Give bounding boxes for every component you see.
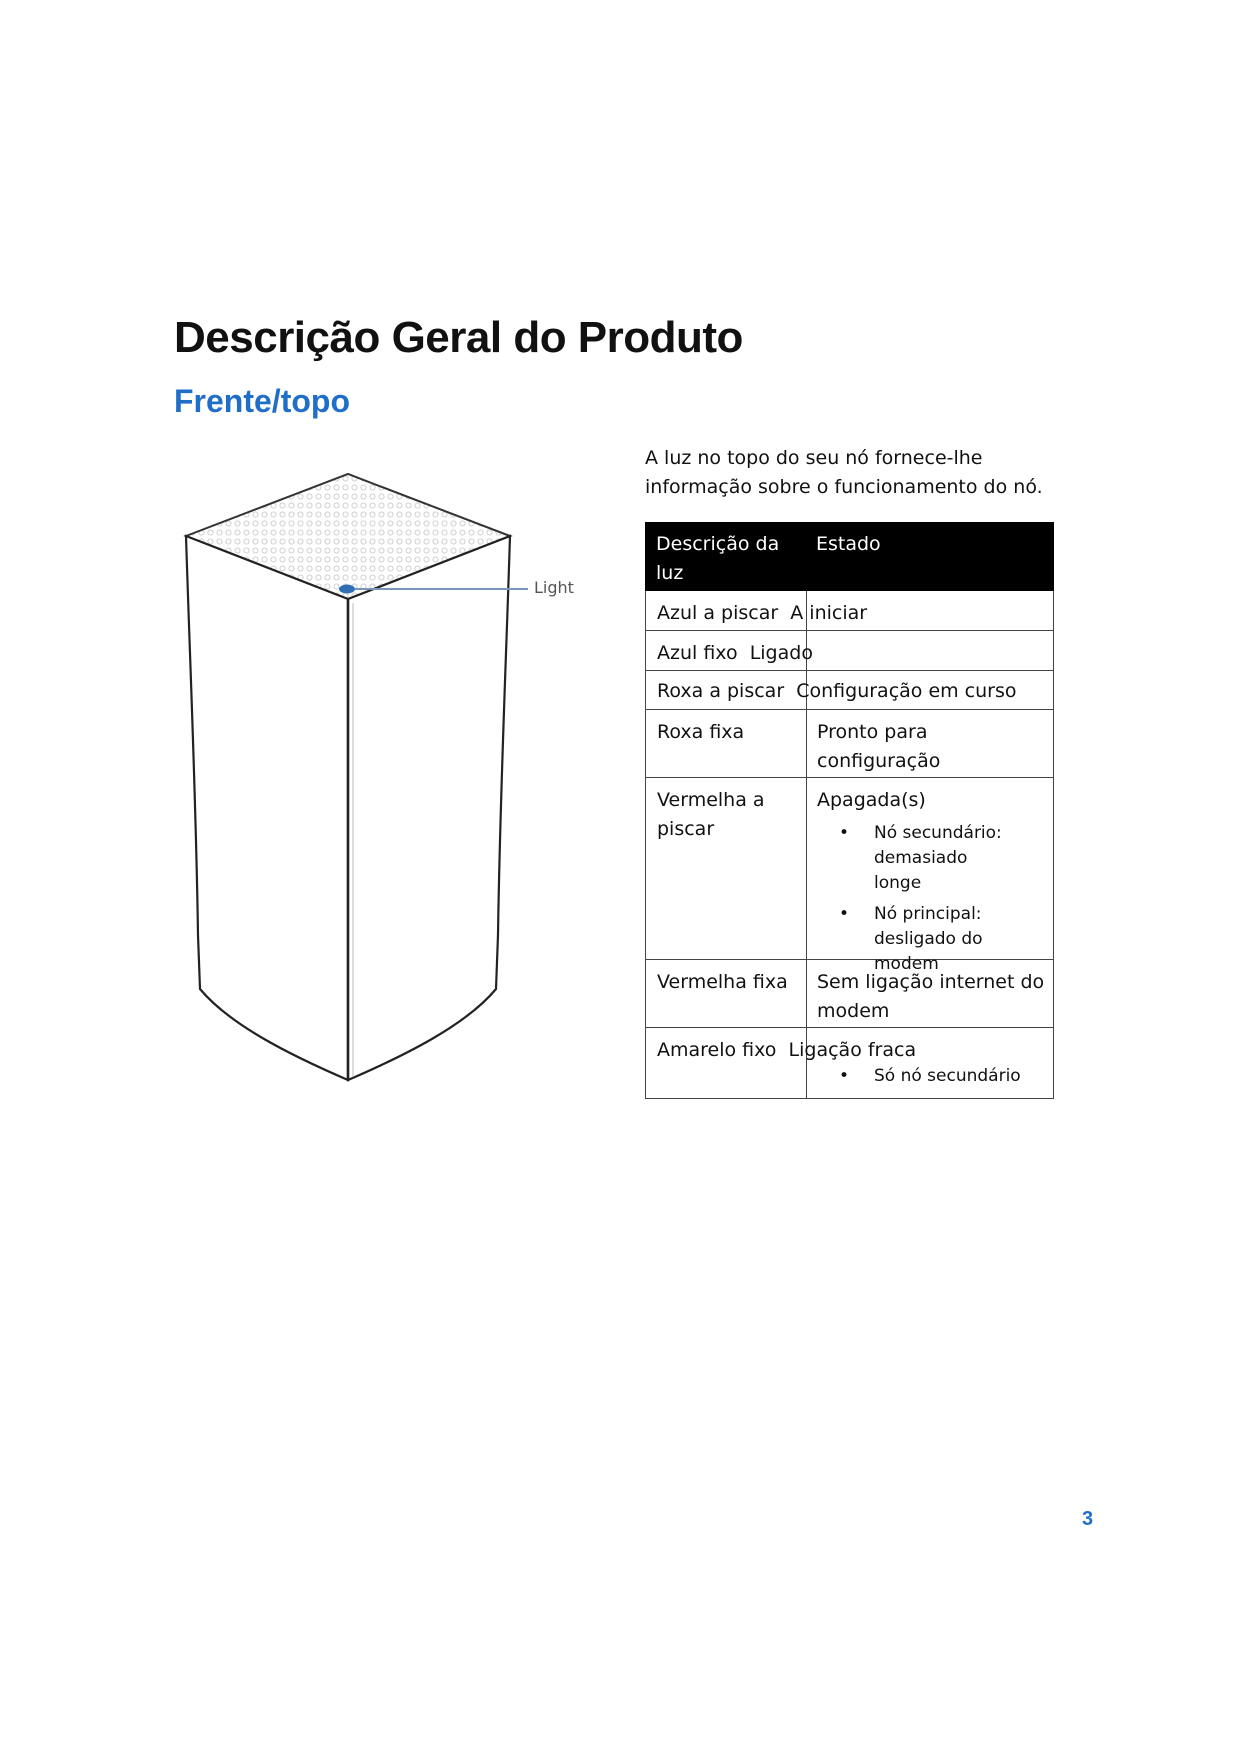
light-indicator-dot [339,585,355,594]
cell-light: Azul a piscar [657,602,779,624]
table-row [645,671,1054,710]
cell-status: Ligação fraca [788,1039,917,1061]
cell-status: Ligado [749,642,813,664]
light-callout-label: Light [534,578,574,597]
status-bullet-list [806,821,1046,977]
cell-light: Azul fixo [657,642,738,664]
page-number: 3 [1082,1508,1094,1530]
cell-light: Roxa fixa [657,721,745,743]
table-row [645,631,1054,671]
page-title: Descrição Geral do Produto [174,313,743,362]
intro-text: A luz no topo do seu nó fornece-lhe informação sobre o funcionamento do nó. [645,447,1043,498]
node-product-illustration [170,465,590,1090]
table-header [645,522,1054,591]
light-status-table [645,522,1054,1099]
table-row [645,1028,1054,1099]
left-face [186,536,348,1080]
header-light-description: Descrição da luz [656,533,780,584]
cell-status: Sem ligação internet do modem [817,971,1045,1022]
table-row [645,778,1054,974]
cell-light: Vermelha a piscar [657,789,765,840]
cell-light: Amarelo fixo [657,1039,777,1061]
cell-status: A iniciar [790,602,868,624]
cell-status: Configuração em curso [796,680,1017,702]
table-row [645,710,1054,778]
bullet-item: • Só nó secundário [806,1064,1021,1089]
table-row [645,591,1054,631]
cell-light: Roxa a piscar [657,680,785,702]
section-subtitle: Frente/topo [174,383,350,419]
bullet-item: • Nó secundário: demasiado longe [806,821,1014,896]
cell-light: Vermelha fixa [657,971,788,993]
right-face [348,536,510,1080]
status-bullet-list [806,1064,1021,1095]
bullet-item: • Nó principal: desligado do modem [806,902,994,977]
cell-status: Apagada(s) [817,789,926,811]
table-row [645,960,1054,1028]
cell-status: Pronto para configuração [817,721,941,772]
header-status: Estado [816,533,881,555]
